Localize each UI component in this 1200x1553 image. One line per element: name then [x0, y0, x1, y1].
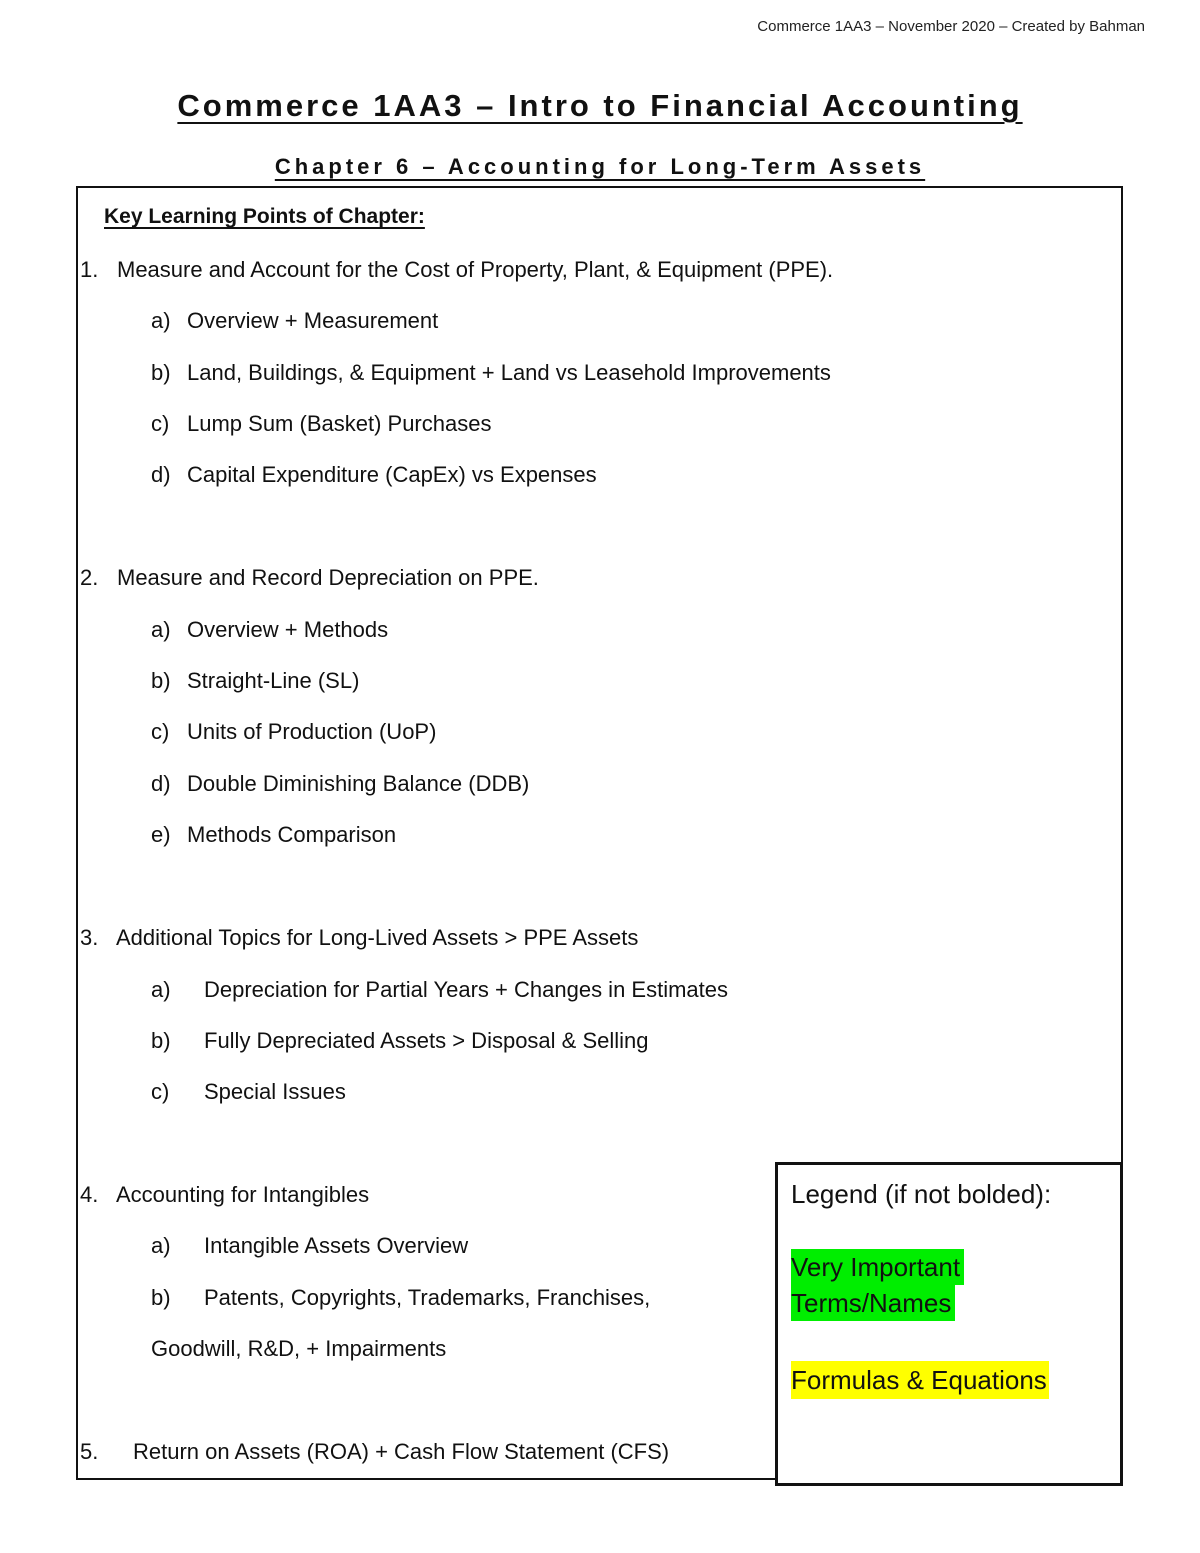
section-number: 5. [80, 1439, 99, 1464]
list-item [151, 668, 360, 694]
item-label: b) [151, 668, 171, 693]
item-text: Double Diminishing Balance (DDB) [187, 771, 530, 796]
item-text: Overview + Measurement [187, 308, 439, 333]
list-item [151, 1028, 649, 1054]
section-number: 3. [80, 925, 99, 950]
list-item [151, 360, 831, 386]
item-text: Intangible Assets Overview [204, 1233, 469, 1258]
item-label: a) [151, 977, 171, 1002]
item-label: b) [151, 1028, 171, 1053]
item-label: b) [151, 1285, 171, 1310]
item-label: d) [151, 771, 171, 796]
list-item [151, 771, 530, 797]
section-number: 1. [80, 257, 99, 282]
list-item [151, 411, 492, 437]
item-text: Methods Comparison [187, 822, 397, 847]
section-title: Accounting for Intangibles [116, 1182, 370, 1207]
item-label: a) [151, 1233, 171, 1258]
list-item [151, 617, 389, 643]
section-title: Return on Assets (ROA) + Cash Flow Statement (CFS) [133, 1439, 670, 1464]
item-label: c) [151, 719, 170, 744]
list-item [151, 977, 729, 1003]
item-text: Units of Production (UoP) [187, 719, 437, 744]
section-number: 4. [80, 1182, 99, 1207]
item-label: a) [151, 617, 171, 642]
list-item [151, 462, 597, 488]
key-points-heading: Key Learning Points of Chapter: [104, 205, 425, 228]
list-item [151, 1233, 469, 1259]
list-item [151, 822, 397, 848]
item-label: a) [151, 308, 171, 333]
list-item [151, 1079, 346, 1105]
item-text: Capital Expenditure (CapEx) vs Expenses [187, 462, 597, 487]
item-text: Lump Sum (Basket) Purchases [187, 411, 492, 436]
item-label: e) [151, 822, 171, 847]
chapter-subtitle: Chapter 6 – Accounting for Long-Term Assets [274, 154, 926, 179]
legend-formulas: Formulas & Equations [791, 1361, 1049, 1399]
section-1 [80, 257, 834, 283]
item-label: b) [151, 360, 171, 385]
section-5 [80, 1439, 670, 1465]
section-title: Measure and Account for the Cost of Property, Plant, & Equipment (PPE). [117, 257, 834, 282]
section-2 [80, 565, 539, 591]
section-number: 2. [80, 565, 99, 590]
legend-title: Legend (if not bolded): [791, 1179, 1052, 1209]
running-header: Commerce 1AA3 – November 2020 – Created by Bahman [757, 18, 1145, 35]
document-title: Commerce 1AA3 – Intro to Financial Accounting [177, 88, 1023, 123]
item-text: Overview + Methods [187, 617, 389, 642]
section-title: Measure and Record Depreciation on PPE. [117, 565, 539, 590]
list-item [151, 308, 439, 334]
legend-important-line1: Very Important [791, 1249, 964, 1285]
legend-important-line2: Terms/Names [791, 1285, 955, 1321]
section-3 [80, 925, 639, 951]
item-label: d) [151, 462, 171, 487]
list-item [151, 1285, 651, 1311]
item-text: Patents, Copyrights, Trademarks, Franchises, [204, 1285, 651, 1310]
item-text: Land, Buildings, & Equipment + Land vs Leasehold Improvements [187, 360, 831, 385]
list-item-continuation: Goodwill, R&D, + Impairments [151, 1336, 447, 1361]
list-item [151, 719, 437, 745]
item-text: Depreciation for Partial Years + Changes in Estimates [204, 977, 729, 1002]
section-title: Additional Topics for Long-Lived Assets > PPE Assets [116, 925, 639, 950]
item-label: c) [151, 411, 170, 436]
item-label: c) [151, 1079, 170, 1104]
item-text: Fully Depreciated Assets > Disposal & Selling [204, 1028, 649, 1053]
section-4 [80, 1182, 370, 1208]
legend-box [775, 1162, 1123, 1486]
item-text: Special Issues [204, 1079, 346, 1104]
item-text: Straight-Line (SL) [187, 668, 360, 693]
